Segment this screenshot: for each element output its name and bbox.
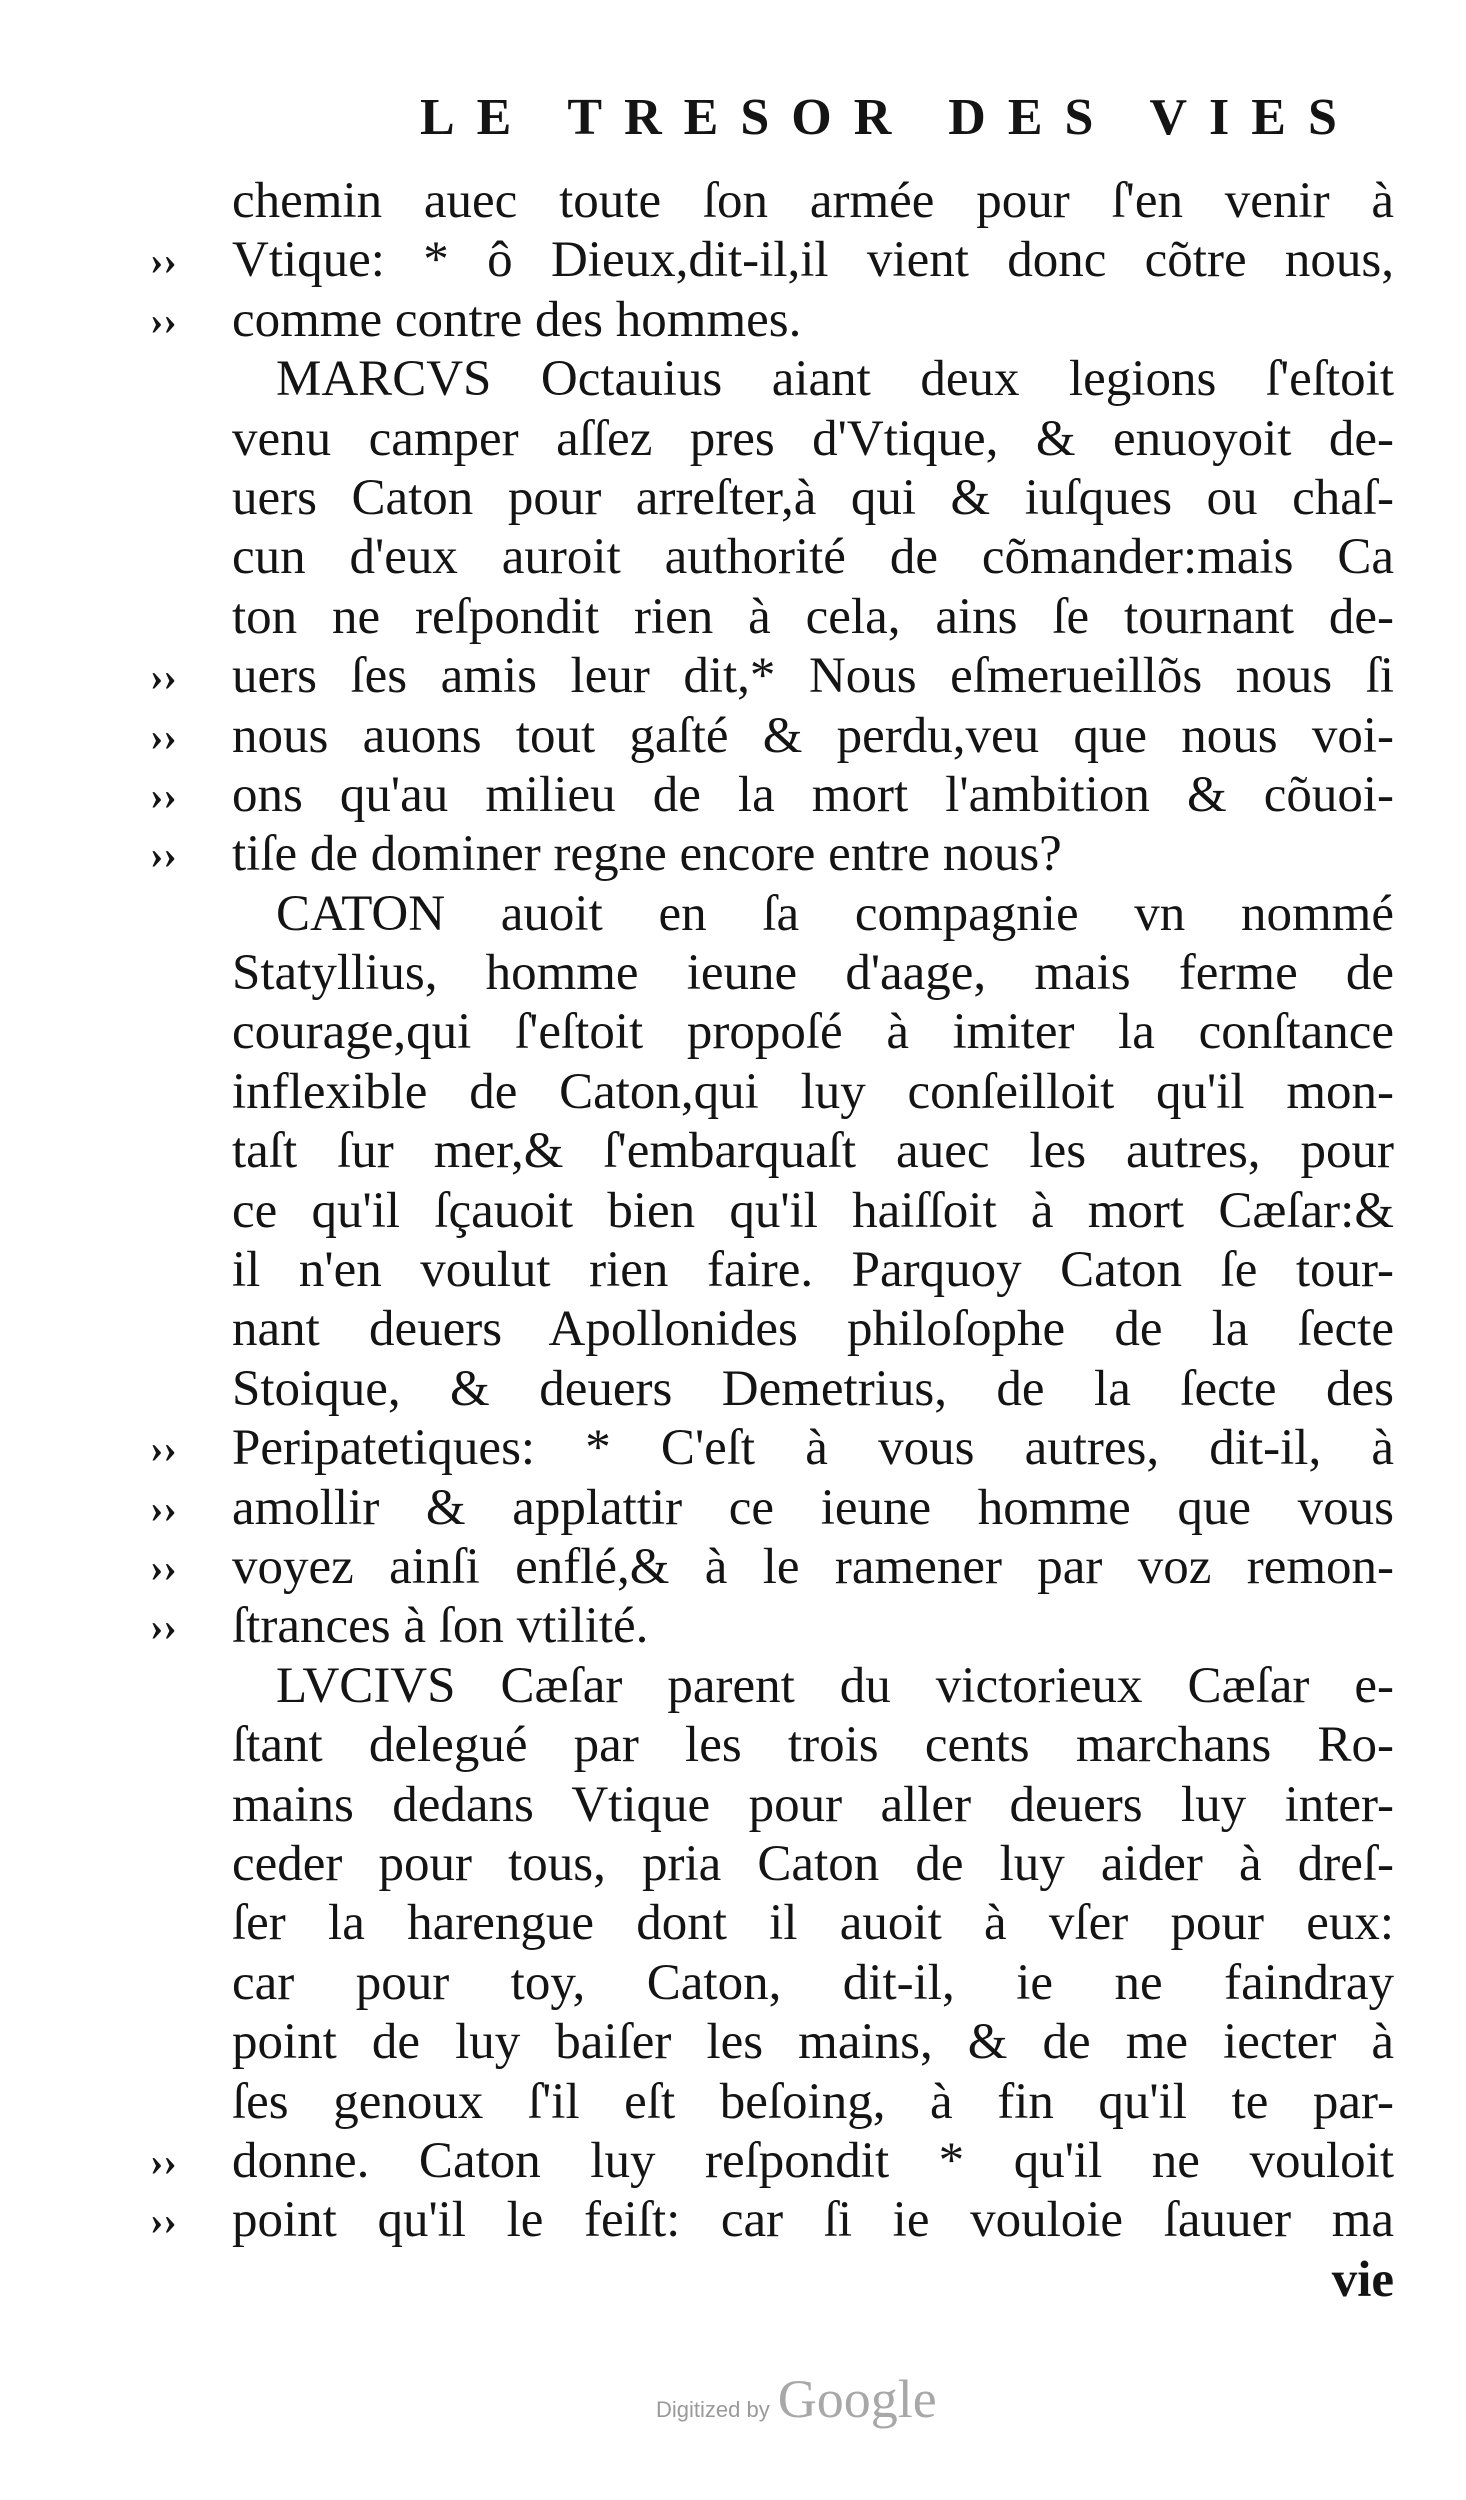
quote-mark: ›› [150, 2198, 177, 2244]
catchword: vie [1331, 2251, 1394, 2308]
text-line: ſtrances à ſon vtilité. [232, 1598, 649, 1655]
text-line: comme contre des hommes. [232, 291, 802, 348]
margin-spacer [150, 528, 230, 587]
margin-spacer [150, 1954, 230, 2013]
margin-spacer [150, 588, 230, 647]
margin-spacer [150, 1360, 230, 1419]
text-line: ons qu'au milieu de la mort l'ambition & cõuoi- [232, 766, 1394, 823]
text-line: venu camper aſſez pres d'Vtique, & enuoyoit de- [232, 410, 1394, 467]
quote-mark: ›› [150, 1426, 177, 1472]
text-line: LVCIVS Cæſar parent du victorieux Cæſar e- [276, 1657, 1394, 1714]
text-line: CATON auoit en ſa compagnie vn nommé [276, 885, 1394, 942]
margin-spacer [150, 2073, 230, 2132]
text-line: inflexible de Caton,qui luy conſeilloit qu'il mon- [232, 1063, 1394, 1120]
text-line: Peripatetiques: * C'eſt à vous autres, dit-il, à [232, 1420, 1394, 1477]
text-line: tiſe de dominer regne encore entre nous? [232, 826, 1062, 883]
quote-mark: ›› [150, 1485, 177, 1531]
text-line: amollir & applattir ce ieune homme que vous [232, 1479, 1394, 1536]
margin-spacer [150, 1894, 230, 1953]
margin-spacer [150, 410, 230, 469]
quote-mark: ›› [150, 1604, 177, 1650]
watermark-prefix: Digitized by [656, 2397, 770, 2422]
quote-mark: ›› [150, 654, 177, 700]
text-line: courage,qui ſ'eſtoit propoſé à imiter la conſtance [232, 1004, 1394, 1061]
text-line: point de luy baiſer les mains, & de me iecter à [232, 2014, 1394, 2071]
text-line: ſes genoux ſ'il eſt beſoing, à fin qu'il te par- [232, 2073, 1394, 2130]
quote-mark: ›› [150, 238, 177, 284]
margin-spacer [150, 1300, 230, 1359]
margin-spacer [150, 1063, 230, 1122]
text-line: uers ſes amis leur dit,* Nous eſmerueillõs nous ſi [232, 648, 1394, 705]
body-text [232, 172, 1394, 2310]
text-line: donne. Caton luy reſpondit * qu'il ne vouloit [232, 2132, 1394, 2189]
digitization-watermark [656, 2368, 937, 2430]
text-line: mains dedans Vtique pour aller deuers luy inter- [232, 1776, 1394, 1833]
text-line: nant deuers Apollonides philoſophe de la ſecte [232, 1301, 1394, 1358]
text-line: uers Caton pour arreſter,à qui & iuſques ou chaſ- [232, 469, 1394, 526]
margin-spacer [150, 1835, 230, 1894]
running-head: LE TRESOR DES VIES [420, 89, 1359, 146]
margin-spacer [150, 1003, 230, 1062]
margin-spacer [150, 469, 230, 528]
text-line: point qu'il le feiſt: car ſi ie vouloie ſauuer ma [232, 2192, 1394, 2249]
margin-spacer [150, 1182, 230, 1241]
margin-spacer [150, 885, 230, 944]
margin-spacer [150, 350, 230, 409]
margin-spacer [150, 1657, 230, 1716]
text-line: taſt ſur mer,& ſ'embarquaſt auec les autres, pour [232, 1123, 1394, 1180]
google-logo: Google [777, 2369, 937, 2429]
text-line: Stoique, & deuers Demetrius, de la ſecte des [232, 1360, 1394, 1417]
margin-spacer [150, 172, 230, 231]
text-line: ſer la harengue dont il auoit à vſer pour eux: [232, 1895, 1394, 1952]
text-line: Statyllius, homme ieune d'aage, mais ferme de [232, 945, 1394, 1002]
margin-spacer [150, 1776, 230, 1835]
quote-mark: ›› [150, 297, 177, 343]
text-line: Vtique: * ô Dieux,dit-il,il vient donc cõtre nous, [232, 232, 1394, 289]
text-line: voyez ainſi enflé,& à le ramener par voz remon- [232, 1538, 1394, 1595]
quote-mark: ›› [150, 832, 177, 878]
margin-spacer [150, 1716, 230, 1775]
margin-quote-marks [150, 172, 230, 2251]
margin-spacer [150, 1241, 230, 1300]
text-line: chemin auec toute ſon armée pour ſ'en venir à [232, 173, 1394, 229]
quote-mark: ›› [150, 713, 177, 759]
text-line: ce qu'il ſçauoit bien qu'il haiſſoit à mort Cæſar:& [232, 1182, 1394, 1239]
text-line: il n'en voulut rien faire. Parquoy Caton ſe tour- [232, 1242, 1394, 1299]
text-line: MARCVS Octauius aiant deux legions ſ'eſtoit [276, 351, 1394, 408]
quote-mark: ›› [150, 1544, 177, 1590]
text-line: cun d'eux auroit authorité de cõmander:mais Ca [232, 529, 1394, 586]
margin-spacer [150, 944, 230, 1003]
quote-mark: ›› [150, 2138, 177, 2184]
text-line: ſtant delegué par les trois cents marchans Ro- [232, 1717, 1394, 1774]
margin-spacer [150, 1122, 230, 1181]
text-line: car pour toy, Caton, dit-il, ie ne faindray [232, 1954, 1394, 2011]
quote-mark: ›› [150, 772, 177, 818]
text-line: ton ne reſpondit rien à cela, ains ſe tournant de- [232, 588, 1394, 645]
text-line: nous auons tout gaſté & perdu,veu que nous voi- [232, 707, 1394, 764]
margin-spacer [150, 2013, 230, 2072]
text-line: ceder pour tous, pria Caton de luy aider à dreſ- [232, 1835, 1394, 1892]
